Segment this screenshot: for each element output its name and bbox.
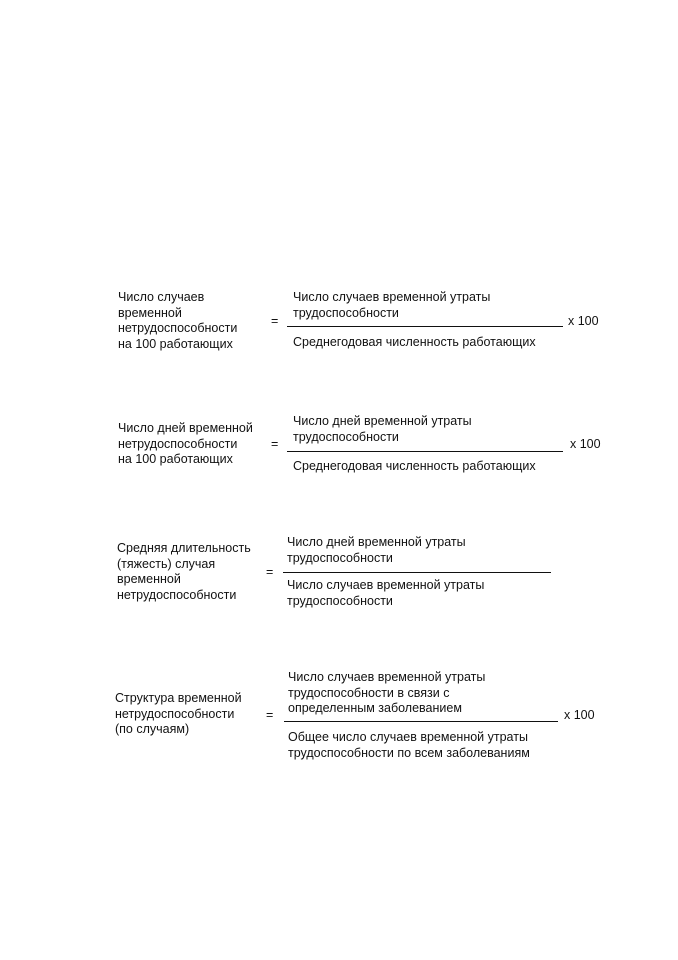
fraction-bar: [283, 572, 551, 573]
multiplier: х 100: [568, 314, 599, 328]
fraction-denominator: Среднегодовая численность работающих: [293, 335, 536, 349]
equals-sign: =: [271, 314, 279, 328]
equals-sign: =: [266, 708, 274, 722]
formula-label: Число случаев временной нетрудоспособности на 100 работающих: [118, 290, 238, 351]
fraction-numerator: Число дней временной утраты трудоспособности: [287, 535, 466, 565]
fraction-denominator: Среднегодовая численность работающих: [293, 459, 536, 473]
equals-sign: =: [271, 437, 279, 451]
fraction-denominator: Число случаев временной утраты трудоспособности: [287, 578, 485, 608]
fraction-numerator: Число дней временной утраты трудоспособности: [293, 414, 472, 444]
formula-label: Число дней временной нетрудоспособности на 100 работающих: [118, 421, 253, 466]
fraction-bar: [284, 721, 558, 722]
fraction-bar: [287, 451, 563, 452]
formula-label: Средняя длительность (тяжесть) случая временной нетрудоспособности: [117, 541, 251, 602]
fraction-bar: [287, 326, 563, 327]
multiplier: х 100: [564, 708, 595, 722]
formula-label: Структура временной нетрудоспособности (по случаям): [115, 691, 242, 736]
fraction-denominator: Общее число случаев временной утраты трудоспособности по всем заболеваниям: [288, 730, 530, 760]
multiplier: х 100: [570, 437, 601, 451]
fraction-numerator: Число случаев временной утраты трудоспособности: [293, 290, 491, 320]
equals-sign: =: [266, 565, 274, 579]
fraction-numerator: Число случаев временной утраты трудоспособности в связи с определенным заболеванием: [288, 670, 486, 715]
